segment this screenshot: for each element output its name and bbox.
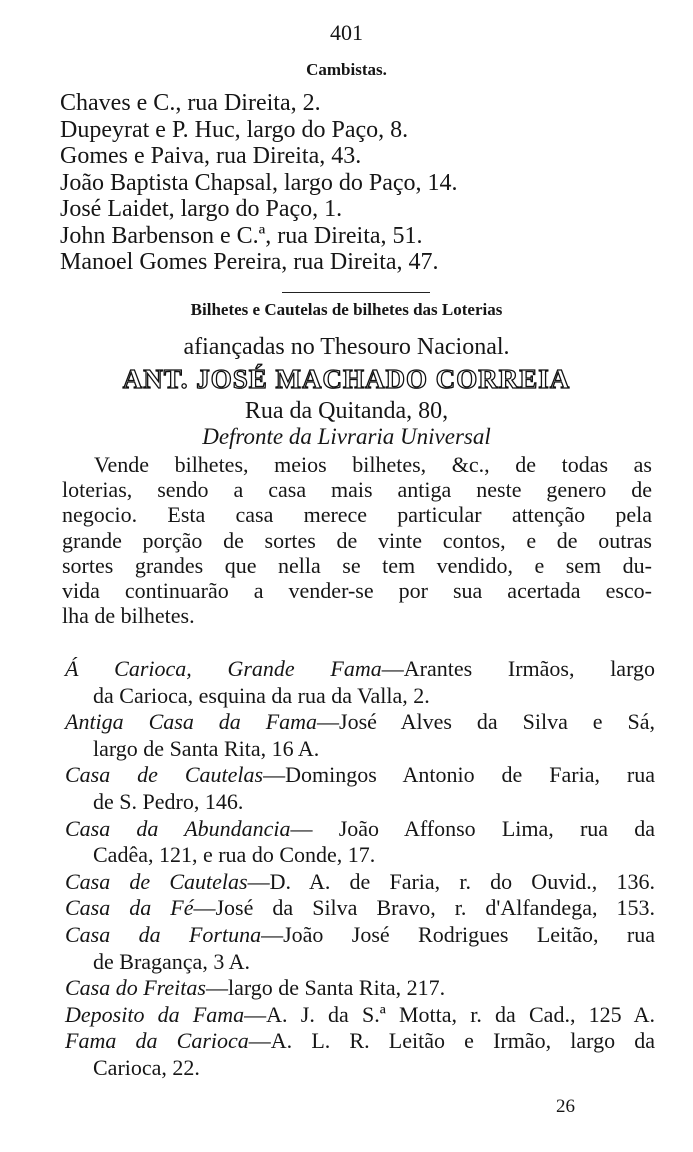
shop-name: Fama da Carioca: [65, 1028, 249, 1054]
shop-details: largo de Santa Rita, 16 A.: [93, 735, 320, 761]
shop-details: Cadêa, 121, e rua do Conde, 17.: [93, 842, 376, 868]
list-item: José Laidet, largo do Paço, 1.: [60, 196, 343, 222]
shop-name: Deposito da Fama: [65, 1001, 245, 1027]
list-item: [65, 895, 655, 922]
list-item: [65, 709, 655, 762]
list-item: Chaves e C., rua Direita, 2.: [60, 90, 321, 116]
lotteries-heading: Bilhetes e Cautelas de bilhetes das Loterias: [190, 300, 503, 319]
shop-details: —Domingos Antonio de Faria, rua: [263, 762, 655, 788]
shop-details: —José Alves da Silva e Sá,: [317, 709, 655, 735]
shop-name: Casa de Cautelas: [65, 762, 264, 788]
shop-name: Casa de Cautelas: [65, 868, 248, 894]
shop-details: —A. J. da S.ª Motta, r. da Cad., 125 A.: [244, 1001, 656, 1027]
text-line: sortes grandes que nella se tem vendido, e sem du-: [62, 552, 652, 578]
list-item: John Barbenson e C.ª, rua Direita, 51.: [60, 222, 423, 249]
shop-details: —D. A. de Faria, r. do Ouvid., 136.: [247, 868, 655, 894]
shop-name: Casa da Fé: [65, 895, 194, 921]
shop-details: —José da Silva Bravo, r. d'Alfandega, 153.: [193, 895, 655, 921]
shop-details: —João José Rodrigues Leitão, rua: [261, 921, 655, 947]
vendor-name: ANT. JOSÉ MACHADO CORREIA: [122, 364, 571, 394]
shop-details: da Carioca, esquina da rua da Valla, 2.: [93, 682, 430, 708]
text-line: negocio. Esta casa merece particular attenção pela: [62, 502, 652, 528]
list-item: [65, 869, 655, 896]
shop-name: Casa da Abundancia: [65, 815, 291, 841]
text-line: vida continuarão a vender-se por sua acertada esco-: [62, 578, 652, 604]
list-item: [65, 816, 655, 869]
shop-details: — João Affonso Lima, rua da: [290, 815, 655, 841]
shop-details: —A. L. R. Leitão e Irmão, largo da: [248, 1028, 655, 1054]
text-line: lha de bilhetes.: [62, 603, 195, 629]
cambistas-heading: Cambistas.: [306, 60, 387, 79]
vendor-location-note: Defronte da Livraria Universal: [202, 424, 491, 449]
list-item: João Baptista Chapsal, largo do Paço, 14.: [60, 169, 458, 196]
list-item: [65, 1028, 655, 1081]
list-item: [65, 762, 655, 815]
shop-name: Á Carioca, Grande Fama: [65, 656, 382, 681]
cambistas-list: [60, 90, 680, 276]
lottery-shops-list: [65, 656, 655, 1082]
shop-details: —Arantes Irmãos, largo: [381, 656, 655, 681]
shop-details: de S. Pedro, 146.: [93, 788, 244, 814]
shop-details: —largo de Santa Rita, 217.: [205, 975, 446, 1001]
shop-details: Carioca, 22.: [93, 1054, 200, 1080]
text-line: Vende bilhetes, meios bilhetes, &c., de todas as: [94, 452, 652, 477]
list-item: [65, 975, 655, 1002]
list-item: Manoel Gomes Pereira, rua Direita, 47.: [60, 249, 439, 275]
text-line: loterias, sendo a casa mais antiga neste genero de: [62, 477, 652, 503]
text-line: grande porção de sortes de vinte contos, e de outras: [62, 527, 652, 553]
shop-name: Antiga Casa da Fama: [65, 709, 318, 735]
signature-mark: 26: [556, 1096, 575, 1117]
vendor-description: [62, 452, 652, 628]
shop-name: Casa do Freitas: [65, 975, 206, 1001]
vendor-address: Rua da Quitanda, 80,: [244, 398, 449, 424]
list-item: [65, 656, 655, 709]
lotteries-subheading: afiançadas no Thesouro Nacional.: [183, 334, 510, 360]
section-divider: [282, 292, 430, 293]
shop-name: Casa da Fortuna: [65, 921, 262, 947]
list-item: [65, 922, 655, 975]
list-item: [65, 1002, 655, 1029]
shop-details: de Bragança, 3 A.: [93, 948, 250, 974]
page-number: 401: [330, 20, 363, 45]
list-item: Dupeyrat e P. Huc, largo do Paço, 8.: [60, 116, 409, 143]
list-item: Gomes e Paiva, rua Direita, 43.: [60, 143, 362, 169]
